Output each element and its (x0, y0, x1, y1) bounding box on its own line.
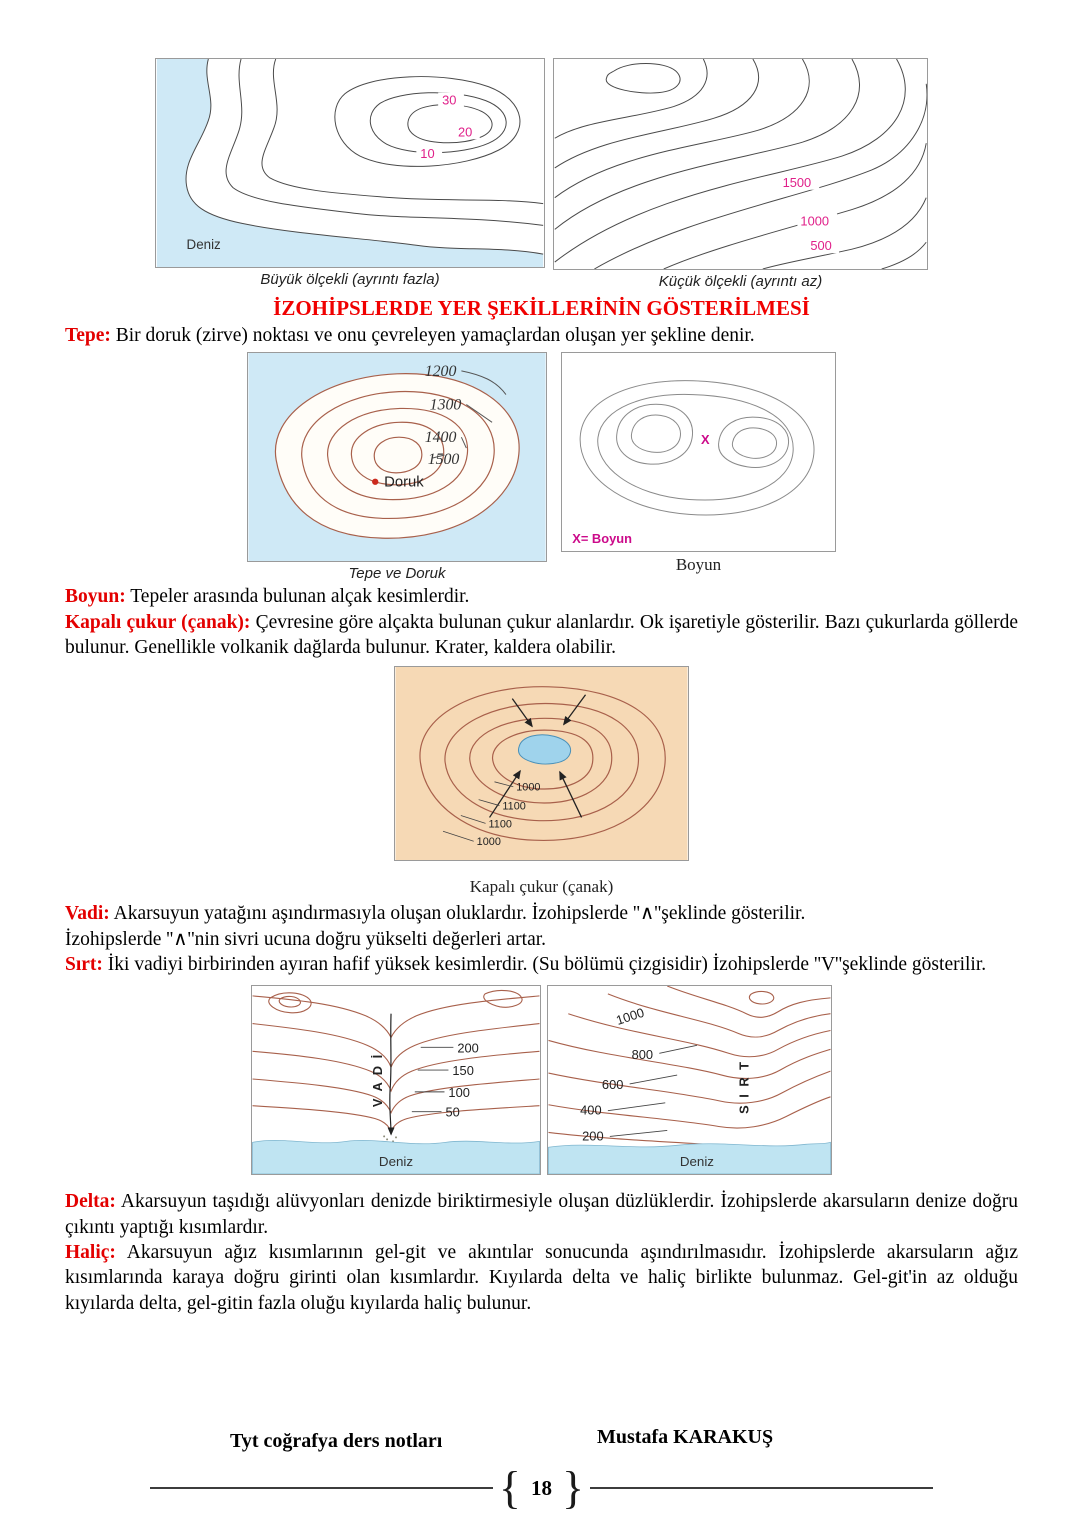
contour-map-large-scale (155, 58, 545, 268)
elevation-1100-a: 1100 (502, 800, 526, 813)
contour-label-10: 10 (420, 146, 435, 162)
contour-lines (555, 59, 927, 269)
contour-lines (580, 381, 814, 515)
contour-value-labels (416, 93, 479, 161)
elevation-1400: 1400 (424, 429, 457, 447)
figure-kapali-cukur (394, 666, 689, 861)
elevation-1000-b: 1000 (476, 836, 501, 849)
sea-label: Deniz (186, 237, 221, 253)
left-brace-decoration: { (498, 1462, 521, 1513)
term-boyun: Boyun: (65, 586, 126, 608)
contour-lines (549, 986, 831, 1144)
term-sirt: Sırt: (65, 954, 103, 976)
text-vadi-line1: Akarsuyun yatağını aşındırmasıyla oluşan oluklardır. İzohipslerde ''∧''şeklinde gösterilir. (113, 903, 806, 925)
ridge-axis-label: S I R T (736, 1060, 752, 1115)
paragraph-kapali-cukur (65, 610, 1018, 661)
term-vadi: Vadi: (65, 903, 110, 925)
contour-map-tepe (247, 352, 547, 562)
paragraph-vadi (65, 901, 1018, 952)
text-kapali-cukur: Çevresine göre alçakta bulunan çukur alanlardır. Ok işaretiyle gösterilir. Bazı çukurlarda göllerde bulunur. Genellikle volkanik dağlarda bulunur. Krater, kaldera olabilir. (65, 611, 1019, 659)
valley-axis-label: V A D İ (370, 1053, 386, 1108)
elevation-200: 200 (582, 1128, 604, 1144)
figure-sirt (547, 985, 832, 1175)
term-tepe: Tepe: (65, 325, 111, 346)
elevation-labels (580, 1005, 653, 1144)
figure-caption: Boyun (675, 555, 722, 575)
contour-label-30: 30 (442, 92, 457, 108)
figure-large-scale-map (155, 58, 545, 288)
footer-course-title: Tyt coğrafya ders notları (230, 1430, 443, 1452)
contour-map-boyun (561, 352, 836, 552)
paragraph-halic (65, 1240, 1018, 1316)
footer-credits (65, 1426, 1018, 1454)
elevation-1500: 1500 (427, 451, 460, 469)
elevation-150: 150 (452, 1063, 474, 1079)
term-delta: Delta: (65, 1191, 116, 1213)
elevation-1200: 1200 (424, 363, 457, 381)
elevation-labels (445, 1041, 478, 1120)
sea-label: Deniz (679, 1154, 714, 1170)
page-number-row (150, 1462, 933, 1513)
page-footer (65, 1426, 1018, 1513)
text-vadi-line2: İzohipslerde ''∧''nin sivri ucuna doğru yükselti değerleri artar. (65, 928, 547, 950)
text-boyun: Tepeler arasında bulunan alçak kesimlerdir. (130, 586, 470, 608)
footer-rule-left (150, 1487, 493, 1489)
term-kapali-cukur: Kapalı çukur (çanak): (65, 611, 251, 633)
text-delta: Akarsuyun taşıdığı alüvyonları denizde biriktirmesiyle oluşan düzlüklerdir. İzohipslerde akarsuların denize doğru çıkıntı yaptığı kısımlardır. (65, 1191, 1018, 1238)
elevation-1100-b: 1100 (488, 818, 512, 831)
peak-label: Doruk (384, 475, 424, 492)
mid-figure-row (65, 352, 1018, 582)
paragraph-boyun (65, 584, 1018, 609)
paragraph-tepe (65, 323, 1018, 348)
elevation-1300: 1300 (429, 396, 462, 414)
figure-caption: Tepe ve Doruk (348, 565, 446, 583)
figure-boyun (561, 352, 836, 575)
figure-vadi (251, 985, 541, 1175)
figure-caption: Küçük ölçekli (ayrıntı az) (658, 273, 823, 290)
elevation-800: 800 (631, 1047, 654, 1063)
contour-label-20: 20 (457, 124, 473, 140)
paragraph-sirt (65, 952, 1018, 977)
contour-label-1500: 1500 (782, 174, 812, 190)
text-tepe: Bir doruk (zirve) noktası ve onu çevreleyen yamaçlardan oluşan yer şekline denir. (115, 325, 755, 346)
elevation-200: 200 (457, 1040, 479, 1056)
contour-label-500: 500 (810, 238, 832, 254)
contour-map-sirt (547, 985, 832, 1175)
page-number: 18 (531, 1475, 552, 1500)
contour-map-canak (394, 666, 689, 861)
footer-author: Mustafa KARAKUŞ (597, 1426, 774, 1448)
figure-small-scale-map (553, 58, 928, 290)
paragraph-delta (65, 1189, 1018, 1240)
section-heading: İZOHİPSLERDE YER ŞEKİLLERİNİN GÖSTERİLMESİ (273, 296, 810, 320)
saddle-x-mark: X (700, 432, 710, 448)
elevation-600: 600 (601, 1077, 624, 1093)
figure-tepe-doruk (247, 352, 547, 582)
figure-caption: Büyük ölçekli (ayrıntı fazla) (260, 271, 440, 288)
canak-figure-wrap (65, 666, 1018, 897)
footer-rule-right (590, 1487, 933, 1489)
sea-label: Deniz (378, 1154, 414, 1170)
canak-caption: Kapalı çukur (çanak) (469, 877, 614, 897)
right-brace-decoration: } (562, 1462, 585, 1513)
text-halic: Akarsuyun ağız kısımlarının gel-git ve akıntılar sonucunda aşındırılmasıdır. İzohipslerde akarsuların ağız kısımlarında karaya doğru girinti olan kısımlardır. Kıyılarda delta ve haliç birlikte bulunmaz. Gel-git'in az olduğu kıyılarda delta, gel-gitin fazla oluğu kıyılarda haliç bulunur. (65, 1242, 1018, 1314)
contour-value-labels (780, 175, 839, 253)
label-leader-lines (412, 1048, 454, 1112)
peak-dot (372, 479, 378, 485)
crater-lake (518, 735, 570, 764)
contour-map-vadi (251, 985, 541, 1175)
top-figure-row (65, 58, 1018, 290)
elevation-400: 400 (580, 1103, 602, 1119)
elevation-100: 100 (448, 1085, 470, 1101)
elevation-1000: 1000 (614, 1005, 647, 1029)
contour-map-small-scale (553, 58, 928, 270)
text-sirt: İki vadiyi birbirinden ayıran hafif yüksek kesimlerdir. (Su bölümü çizgisidir) İzohipslerde ''V''şeklinde gösterilir. (107, 954, 987, 976)
valley-ridge-figure-row (65, 985, 1018, 1175)
legend-x-boyun: X= Boyun (572, 531, 632, 547)
contour-label-1000: 1000 (800, 213, 830, 229)
stream-line (390, 1014, 391, 1135)
elevation-1000-a: 1000 (516, 782, 541, 795)
contour-lines (253, 991, 540, 1132)
term-halic: Haliç: (65, 1242, 116, 1264)
elevation-50: 50 (445, 1105, 460, 1121)
